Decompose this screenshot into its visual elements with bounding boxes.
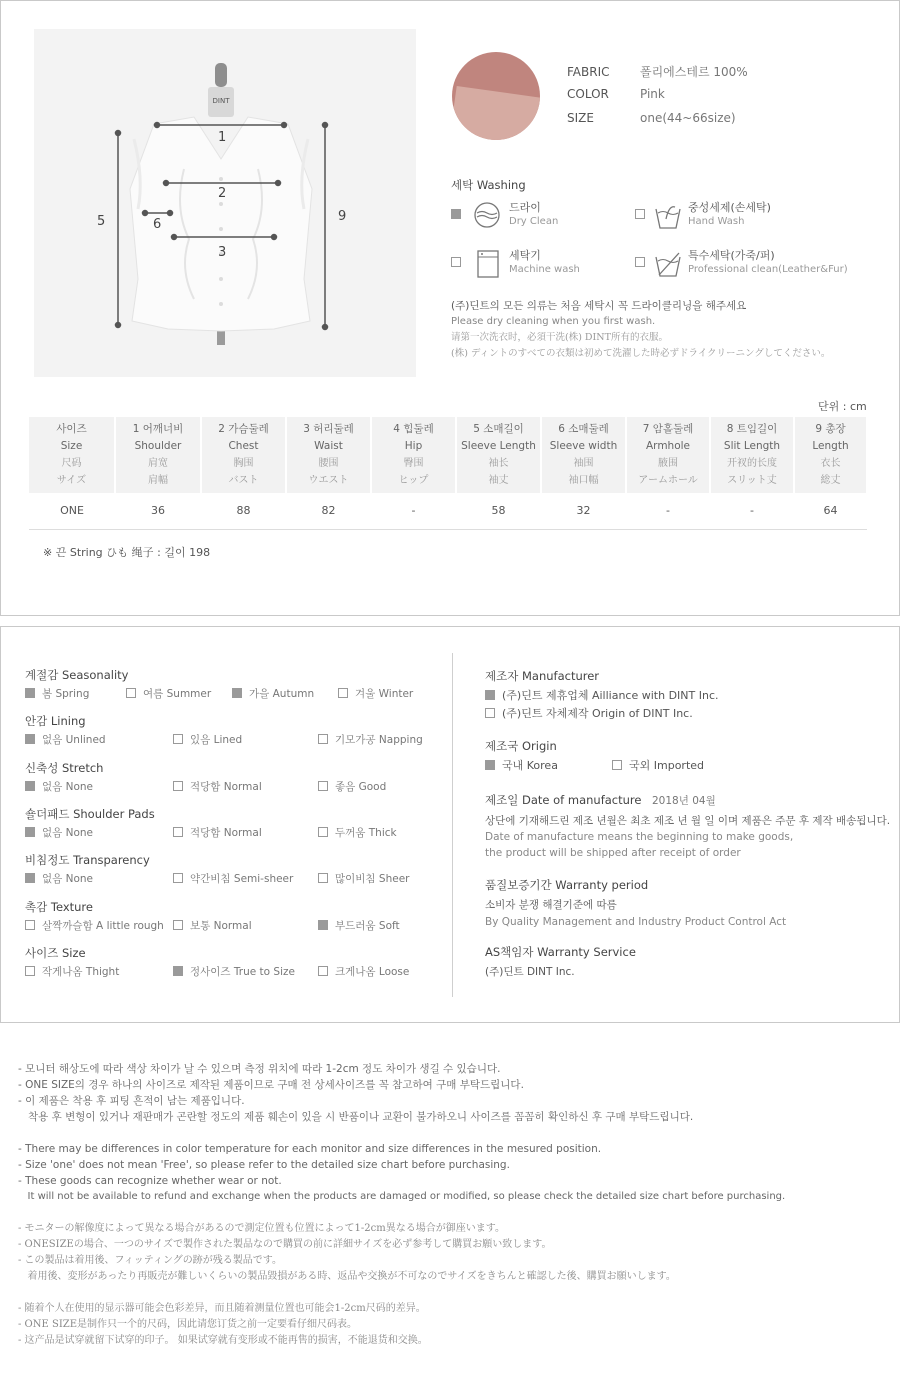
checkbox — [25, 781, 35, 791]
checkbox — [318, 966, 328, 976]
manufacture-note-en-1: Date of manufacture means the beginning to make goods, — [485, 831, 794, 843]
attribute-option: 좋음 Good — [318, 779, 386, 794]
washing-title: 세탁 Washing — [451, 178, 526, 192]
checkbox — [318, 827, 328, 837]
size-chart-header: 3 허리둘레 Waist 腰围 ウエスト — [286, 417, 371, 493]
size-chart-header: 7 암홀둘레 Armhole 腋围 アームホール — [626, 417, 710, 493]
size-chart-table — [29, 417, 868, 530]
size-chart-header: 4 힙둘레 Hip 臀围 ヒップ — [371, 417, 456, 493]
warranty-title: 품질보증기간 Warranty period — [485, 878, 649, 892]
notice-line: 着用後、変形があったり再販売が難しいくらいの製品毀損がある時、返品や交換が不可なのでサイズをきちんと確認した後、購買お願いします。 — [18, 1271, 676, 1282]
size-chart-header: 5 소매길이 Sleeve Length 袖长 袖丈 — [456, 417, 541, 493]
attribute-title: 비침정도 Transparency — [25, 853, 150, 868]
washing-note-en: Please dry cleaning when you first wash. — [451, 316, 656, 327]
sleeve-width-cell: 32 — [541, 493, 626, 529]
dry-clean-icon — [473, 201, 501, 229]
size-chart-header: 2 가슴둘레 Chest 胸围 バスト — [201, 417, 286, 493]
product-attributes-panel — [0, 626, 900, 1023]
manufacturer-option: (주)딘트 제휴업체 Ailliance with DINT Inc. — [485, 687, 719, 703]
size-label: SIZE — [567, 111, 594, 125]
size-chart-header: 1 어깨너비 Shoulder 肩宽 肩幅 — [115, 417, 201, 493]
notice-line: - 这产品是试穿就留下试穿的印子。 如果试穿就有变形或不能再售的损害，不能退货和交换。 — [18, 1335, 428, 1346]
washing-note-ko: (주)딘트의 모든 의류는 처음 세탁시 꼭 드라이클리닝을 해주세요 — [451, 300, 747, 312]
notices-ko — [18, 1061, 888, 1125]
notice-line: - 모니터 해상도에 따라 색상 차이가 날 수 있으며 측정 위치에 따라 1-2cm 정도 차이가 생길 수 있습니다. — [18, 1063, 501, 1075]
attribute-title: 계절감 Seasonality — [25, 668, 129, 682]
fabric-value: 폴리에스테르 100% — [640, 65, 748, 79]
size-cell: ONE — [29, 493, 115, 529]
size-chart-header: 6 소매둘레 Sleeve width 袖围 袖口幅 — [541, 417, 626, 493]
notice-line: - These goods can recognize whether wear or not. — [18, 1175, 282, 1187]
attribute-option: 겨울 Winter — [338, 686, 413, 701]
manufacture-date-notes — [485, 813, 890, 861]
attribute-option: 기모가공 Napping — [318, 732, 423, 747]
washing-note-jp: (株) ディントのすべての衣類は初めて洗濯した時必ずドライクリーニングしてください。 — [451, 348, 831, 359]
attribute-group — [25, 713, 435, 753]
attribute-option: 적당함 Normal — [173, 825, 262, 840]
product-detail-panel — [0, 0, 900, 616]
attribute-option: 약간비침 Semi-sheer — [173, 871, 293, 886]
checkbox — [612, 760, 622, 770]
checkbox — [25, 734, 35, 744]
checkbox — [25, 966, 35, 976]
special-wash-label-en: Professional clean(Leather&Fur) — [688, 264, 848, 275]
notice-line: - 随着个人在使用的显示器可能会色彩差异，而且随着测量位置也可能会1-2cm尺码的差异。 — [18, 1303, 426, 1314]
attribute-option: 없음 None — [25, 825, 93, 840]
notices — [18, 1061, 888, 1349]
washing-option-dry-clean — [451, 201, 631, 233]
size-chart-header: 사이즈 Size 尺码 サイズ — [29, 417, 115, 493]
size-chart-header: 8 트임길이 Slit Length 开衩的长度 スリット丈 — [710, 417, 794, 493]
machine-wash-label: 세탁기 — [509, 249, 541, 262]
attribute-title: 신축성 Stretch — [25, 760, 104, 775]
washing-note-cn: 请第一次洗衣时，必須干洗(株) DINT所有的衣服。 — [451, 332, 668, 343]
checkbox — [173, 781, 183, 791]
checkbox — [338, 688, 348, 698]
washing-option-hand-wash — [635, 201, 875, 233]
notice-line: - Size 'one' does not mean 'Free', so please refer to the detailed size chart before purchasing. — [18, 1159, 510, 1171]
measure-label-5: 5 — [97, 214, 106, 229]
special-wash-label: 특수세탁(가죽/퍼) — [688, 249, 775, 262]
attribute-option: 두꺼움 Thick — [318, 825, 397, 840]
waist-cell: 82 — [286, 493, 371, 529]
column-divider — [452, 653, 453, 997]
hand-wash-checkbox — [635, 209, 645, 219]
mannequin-brand: DINT — [212, 97, 230, 105]
hand-wash-icon — [653, 201, 683, 231]
washing-machine-icon — [475, 249, 501, 279]
checkbox — [173, 827, 183, 837]
notice-line: - この製品は着用後、フィッティングの跡が残る製品です。 — [18, 1255, 282, 1266]
checkbox — [173, 920, 183, 930]
washing-option-machine-wash — [451, 249, 631, 281]
attribute-option: 봄 Spring — [25, 686, 89, 701]
checkbox — [25, 873, 35, 883]
warranty-lines — [485, 897, 786, 931]
notice-line: - 이 제품은 착용 후 피팅 흔적이 남는 제품입니다. — [18, 1095, 245, 1107]
attribute-option: 있음 Lined — [173, 732, 242, 747]
attribute-option: 적당함 Normal — [173, 779, 262, 794]
color-swatch — [452, 52, 540, 140]
checkbox — [25, 688, 35, 698]
length-cell: 64 — [794, 493, 867, 529]
product-spec-list — [567, 63, 867, 135]
measure-label-3: 3 — [218, 245, 227, 260]
size-unit: 단위 : cm — [818, 400, 867, 413]
size-chart-header: 9 총장 Length 衣长 総丈 — [794, 417, 867, 493]
washing-option-special — [635, 249, 895, 281]
dry-clean-checkbox — [451, 209, 461, 219]
string-note: ※ 끈 String ひも 绳子 : 길이 198 — [43, 546, 211, 559]
attribute-title: 사이즈 Size — [25, 945, 86, 960]
as-service-title: AS책임자 Warranty Service — [485, 945, 636, 959]
color-value: Pink — [640, 87, 665, 101]
checkbox — [173, 966, 183, 976]
attribute-option: 여름 Summer — [126, 686, 211, 701]
shoulder-cell: 36 — [115, 493, 201, 529]
attribute-option: 부드러움 Soft — [318, 918, 400, 933]
checkbox — [173, 873, 183, 883]
attribute-option: 없음 None — [25, 779, 93, 794]
hand-wash-label: 중성세제(손세탁) — [688, 201, 771, 214]
origin-option: 국내 Korea — [485, 757, 558, 773]
checkbox — [318, 734, 328, 744]
checkbox — [25, 827, 35, 837]
dry-clean-label: 드라이 — [509, 201, 541, 214]
manufacture-date-title: 제조일 Date of manufacture — [485, 793, 642, 807]
notice-line: - ONESIZEの場合、一つのサイズで製作された製品なので購買の前に詳細サイズを必ず参考して購買お願い致します。 — [18, 1239, 552, 1250]
hand-wash-label-en: Hand Wash — [688, 216, 745, 227]
attribute-group — [25, 760, 435, 800]
checkbox — [485, 760, 495, 770]
machine-wash-checkbox — [451, 257, 461, 267]
attribute-group — [25, 945, 435, 985]
origin-title: 제조국 Origin — [485, 739, 557, 753]
checkbox — [25, 920, 35, 930]
notice-line: - モニターの解像度によって異なる場合があるので測定位置も位置によって1-2cm異なる場合が御座います。 — [18, 1223, 505, 1234]
manufacturer-option: (주)딘트 자체제작 Origin of DINT Inc. — [485, 705, 693, 721]
checkbox — [318, 920, 328, 930]
warranty-line-en: By Quality Management and Industry Product Control Act — [485, 916, 787, 928]
attribute-option: 작게나옴 Thight — [25, 964, 119, 979]
notice-line: 착용 후 변형이 있거나 재판매가 곤란할 정도의 제품 훼손이 있을 시 반품이나 교환이 불가하오니 사이즈를 꼼꼼히 확인하신 후 구매 부탁드립니다. — [18, 1111, 694, 1123]
attribute-option: 크게나옴 Loose — [318, 964, 409, 979]
checkbox — [485, 690, 495, 700]
attribute-group — [25, 852, 435, 892]
notice-line: - ONE SIZE의 경우 하나의 사이즈로 제작된 제품이므로 구매 전 상세사이즈를 꼭 참고하여 구매 부탁드립니다. — [18, 1079, 524, 1091]
checkbox — [318, 781, 328, 791]
measure-label-2: 2 — [218, 186, 227, 201]
warranty-line-ko: 소비자 분쟁 해결기준에 따름 — [485, 899, 617, 911]
attribute-group — [25, 899, 435, 939]
checkbox — [318, 873, 328, 883]
checkbox — [173, 734, 183, 744]
size-value: one(44~66size) — [640, 111, 736, 125]
color-label: COLOR — [567, 87, 609, 101]
washing-notes — [451, 298, 891, 362]
attribute-option: 많이비침 Sheer — [318, 871, 409, 886]
attribute-title: 숄더패드 Shoulder Pads — [25, 806, 155, 821]
manufacture-note-en-2: the product will be shipped after receipt of order — [485, 847, 741, 859]
blouse-illustration — [34, 29, 416, 377]
notices-cn — [18, 1301, 888, 1349]
notice-line: - ONE SIZE是制作只一个的尺码，因此请您订货之前一定要看仔细尺码表。 — [18, 1319, 358, 1330]
notice-line: - There may be differences in color temperature for each monitor and size differences in the mesured position. — [18, 1143, 602, 1155]
checkbox — [126, 688, 136, 698]
measure-label-1: 1 — [218, 130, 227, 145]
manufacture-date-value: 2018년 04월 — [652, 795, 716, 807]
hip-cell: - — [371, 493, 456, 529]
product-measurement-image — [34, 29, 416, 377]
notices-en — [18, 1141, 888, 1205]
fabric-label: FABRIC — [567, 65, 610, 79]
origin-option: 국외 Imported — [612, 757, 704, 773]
chest-cell: 88 — [201, 493, 286, 529]
notices-jp — [18, 1221, 888, 1285]
attribute-group — [25, 806, 435, 846]
measure-label-6: 6 — [153, 217, 162, 232]
checkbox — [485, 708, 495, 718]
manufacturer-title: 제조자 Manufacturer — [485, 669, 600, 683]
special-wash-checkbox — [635, 257, 645, 267]
attribute-title: 촉감 Texture — [25, 899, 93, 914]
attribute-option: 보통 Normal — [173, 918, 252, 933]
armhole-cell: - — [626, 493, 710, 529]
checkbox — [232, 688, 242, 698]
attribute-option: 없음 Unlined — [25, 732, 106, 747]
measure-label-9: 9 — [338, 209, 347, 224]
special-wash-icon — [653, 249, 683, 279]
table-row — [29, 493, 867, 529]
manufacture-note-ko: 상단에 기재해드린 제조 년월은 최초 제조 년 월 일 이며 제품은 주문 후 제작 배송됩니다. — [485, 815, 891, 827]
size-chart-header-row — [29, 417, 867, 493]
attribute-option: 정사이즈 True to Size — [173, 964, 295, 979]
machine-wash-label-en: Machine wash — [509, 264, 580, 275]
as-service-value: (주)딘트 DINT Inc. — [485, 966, 575, 978]
attribute-option: 가을 Autumn — [232, 686, 314, 701]
sleeve-length-cell: 58 — [456, 493, 541, 529]
attribute-option: 없음 None — [25, 871, 93, 886]
dry-clean-label-en: Dry Clean — [509, 216, 559, 227]
slit-length-cell: - — [710, 493, 794, 529]
attribute-title: 안감 Lining — [25, 714, 86, 729]
notice-line: It will not be available to refund and exchange when the products are damaged or modified, so please check the detailed size chart before purchasing. — [18, 1191, 786, 1202]
attribute-option: 살짝까슬함 A little rough — [25, 918, 164, 933]
attribute-group — [25, 667, 435, 707]
